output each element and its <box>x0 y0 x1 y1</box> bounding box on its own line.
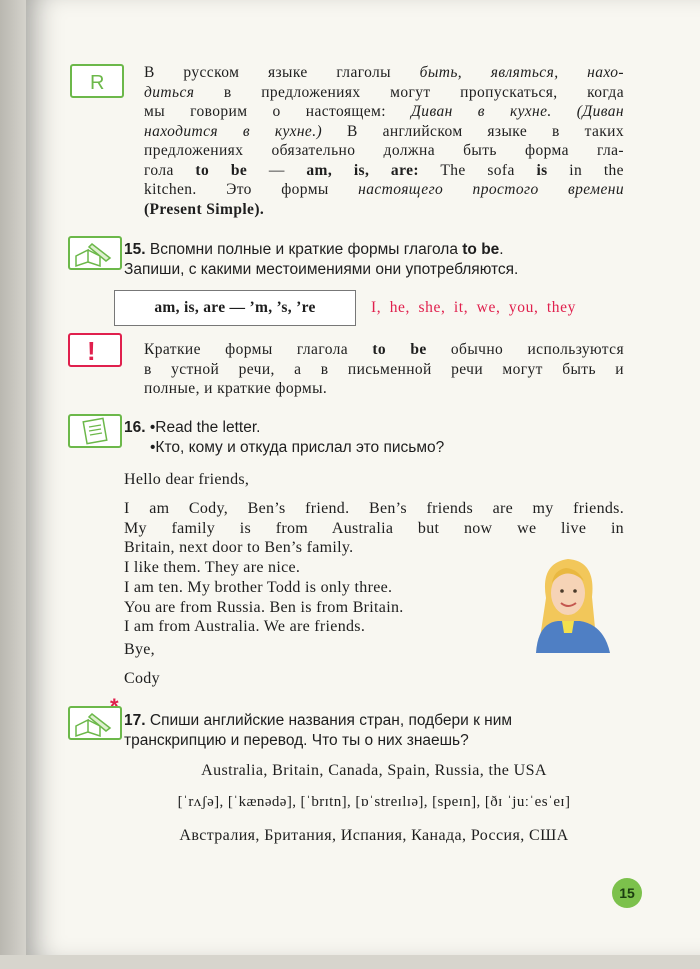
ex17-number: 17. <box>124 712 146 729</box>
ex16-heading <box>124 418 260 438</box>
ex15-instruction-bold: to be <box>462 241 500 258</box>
country-transcriptions: [ˈrʌʃə], [ˈkænədə], [ˈbrɪtn], [ɒˈstreɪlɪə], [speɪn], [ðɪ ˈjuːˈesˈeɪ] <box>177 794 571 810</box>
pen-book-icon <box>68 706 122 740</box>
rule-r-letter: R <box>90 72 105 94</box>
country-names-russian: Австралия, Британия, Испания, Канада, Россия, США <box>179 827 569 844</box>
ex16-number: 16. <box>124 419 146 436</box>
text-line: в устной речи, а в письменной речи могут быть и <box>144 360 624 378</box>
letter-line: I am ten. My brother Todd is only three. <box>124 578 393 596</box>
text-line: диться в предложениях могут пропускаться, когда <box>144 83 624 101</box>
ex16-task-2: •Кто, кому и откуда прислал это письмо? <box>150 439 445 456</box>
text-line: В русском языке глаголы быть, являться, нахо- <box>144 64 624 81</box>
ex17-heading <box>124 711 512 731</box>
text-line: предложениях обязательно должна быть форма гла- <box>144 142 624 159</box>
page-number: 15 <box>612 878 642 908</box>
text-line: полные, и краткие формы. <box>144 380 328 397</box>
ex15-number: 15. <box>124 241 146 258</box>
ex15-instruction-1: Вспомни полные и краткие формы глагола <box>149 241 458 258</box>
ex16-task-1: •Read the letter. <box>149 419 261 436</box>
ex17-instruction-2: транскрипцию и перевод. Что ты о них знаешь? <box>124 732 469 749</box>
ex15-heading <box>124 240 504 260</box>
text-line: мы говорим о настоящем: Диван в кухне. (Диван <box>144 103 624 120</box>
letter-bye: Bye, <box>124 641 155 658</box>
letter-line: Britain, next door to Ben’s family. <box>124 539 354 557</box>
letter-line: My family is from Australia but now we live in <box>124 519 624 537</box>
ex15-instruction-end: . <box>499 241 504 258</box>
pronoun-list: I, he, she, it, we, you, they <box>371 299 576 316</box>
letter-greeting: Hello dear friends, <box>124 471 250 488</box>
text-line: (Present Simple). <box>144 200 265 218</box>
ex15-instruction-2: Запиши, с какими местоимениями они употребляются. <box>124 261 519 278</box>
pen-book-icon <box>68 236 122 270</box>
girl-illustration <box>526 553 616 653</box>
rule-r-icon <box>70 64 124 98</box>
text-line: находится в кухне.) В английском языке в таких <box>144 122 624 140</box>
exclamation-symbol: ! <box>87 336 96 365</box>
letter-line: I like them. They are nice. <box>124 559 301 577</box>
text-line: kitchen. Это формы настоящего простого времени <box>144 181 624 198</box>
notebook-icon <box>68 414 122 448</box>
letter-line: You are from Russia. Ben is from Britain. <box>124 598 404 616</box>
note-text <box>144 340 624 399</box>
text-line: Краткие формы глагола to be обычно используются <box>144 341 624 358</box>
ex17-instruction-1: Спиши английские названия стран, подбери к ним <box>149 712 513 729</box>
page-bottom-edge <box>0 955 700 969</box>
letter-signature: Cody <box>124 670 160 687</box>
rule-r-text <box>144 63 624 219</box>
letter-line: I am from Australia. We are friends. <box>124 618 366 636</box>
exclamation-icon <box>68 333 122 367</box>
text-line: гола to be — am, is, are: The sofa is in the <box>144 161 624 179</box>
letter-line: I am Cody, Ben’s friend. Ben’s friends are my friends. <box>124 500 624 517</box>
verb-forms-box: am, is, are — ’m, ’s, ’re <box>114 290 356 326</box>
country-names-english: Australia, Britain, Canada, Spain, Russia, the USA <box>201 762 547 779</box>
